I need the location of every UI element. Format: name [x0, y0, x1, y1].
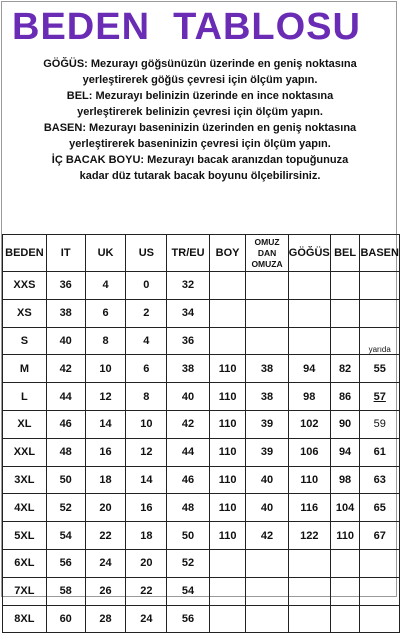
cell-beden: S — [3, 327, 47, 355]
cell-bel: 98 — [330, 466, 360, 494]
cell-boy — [209, 549, 245, 577]
cell-it: 52 — [46, 494, 85, 522]
cell-boy — [209, 272, 245, 300]
cell-omuz: 42 — [246, 522, 289, 550]
cell-boy — [209, 299, 245, 327]
cell-gogus — [288, 605, 330, 633]
cell-it: 50 — [46, 466, 85, 494]
cell-gogus: 102 — [288, 410, 330, 438]
cell-us: 22 — [126, 577, 167, 605]
table-row — [3, 438, 400, 466]
cell-gogus — [288, 299, 330, 327]
cell-beden: M — [3, 355, 47, 383]
cell-tr: 36 — [167, 327, 210, 355]
cell-us: 18 — [126, 522, 167, 550]
cell-boy — [209, 605, 245, 633]
header-boy: BOY — [209, 235, 245, 272]
cell-it: 56 — [46, 549, 85, 577]
cell-uk: 26 — [85, 577, 126, 605]
cell-uk: 8 — [85, 327, 126, 355]
cell-uk: 6 — [85, 299, 126, 327]
table-row — [3, 494, 400, 522]
cell-gogus — [288, 549, 330, 577]
cell-gogus — [288, 327, 330, 355]
cell-gogus: 116 — [288, 494, 330, 522]
cell-boy: 110 — [209, 466, 245, 494]
cell-omuz — [246, 605, 289, 633]
cell-basen — [360, 605, 400, 633]
cell-tr: 44 — [167, 438, 210, 466]
cell-us: 6 — [126, 355, 167, 383]
cell-beden: 5XL — [3, 522, 47, 550]
cell-beden: 8XL — [3, 605, 47, 633]
cell-us: 12 — [126, 438, 167, 466]
header-gogus: GÖĞÜS — [288, 235, 330, 272]
cell-bel — [330, 549, 360, 577]
cell-bel: 104 — [330, 494, 360, 522]
cell-uk: 12 — [85, 383, 126, 411]
cell-omuz: 40 — [246, 466, 289, 494]
measurement-instructions — [2, 56, 398, 184]
cell-gogus — [288, 577, 330, 605]
cell-basen — [360, 549, 400, 577]
cell-omuz — [246, 549, 289, 577]
cell-gogus: 94 — [288, 355, 330, 383]
cell-omuz — [246, 272, 289, 300]
cell-beden: 4XL — [3, 494, 47, 522]
cell-us: 0 — [126, 272, 167, 300]
cell-boy: 110 — [209, 355, 245, 383]
cell-omuz — [246, 327, 289, 355]
cell-beden: XXL — [3, 438, 47, 466]
cell-tr: 56 — [167, 605, 210, 633]
cell-uk: 22 — [85, 522, 126, 550]
header-us: US — [126, 235, 167, 272]
instruction-line: GÖĞÜS: Mezurayı göğsünüzün üzerinde en geniş noktasına — [43, 58, 357, 70]
table-row — [3, 327, 400, 355]
cell-it: 38 — [46, 299, 85, 327]
table-row — [3, 466, 400, 494]
cell-beden: 6XL — [3, 549, 47, 577]
cell-bel — [330, 272, 360, 300]
cell-basen — [360, 577, 400, 605]
cell-beden: XXS — [3, 272, 47, 300]
cell-bel: 110 — [330, 522, 360, 550]
cell-us: 2 — [126, 299, 167, 327]
table-row — [3, 410, 400, 438]
table-row — [3, 272, 400, 300]
instruction-line: yerleştirerek göğüs çevresi için ölçüm yapın. — [82, 74, 318, 86]
cell-bel — [330, 327, 360, 355]
cell-basen — [360, 299, 400, 327]
cell-omuz: 39 — [246, 410, 289, 438]
cell-it: 40 — [46, 327, 85, 355]
instruction-line: BASEN: Mezurayı baseninizin üzerinden en geniş noktasına — [43, 122, 357, 134]
cell-us: 8 — [126, 383, 167, 411]
cell-tr: 42 — [167, 410, 210, 438]
cell-tr: 38 — [167, 355, 210, 383]
header-tr-eu: TR/EU — [167, 235, 210, 272]
cell-omuz: 40 — [246, 494, 289, 522]
cell-omuz: 39 — [246, 438, 289, 466]
cell-boy: 110 — [209, 494, 245, 522]
cell-beden: XS — [3, 299, 47, 327]
header-beden: BEDEN — [3, 235, 47, 272]
cell-beden: 7XL — [3, 577, 47, 605]
cell-tr: 34 — [167, 299, 210, 327]
cell-boy — [209, 577, 245, 605]
table-row — [3, 383, 400, 411]
cell-it: 54 — [46, 522, 85, 550]
instruction-line: İÇ BACAK BOYU: Mezurayı bacak aranızdan topuğunuza — [51, 154, 349, 166]
cell-bel — [330, 299, 360, 327]
cell-beden: 3XL — [3, 466, 47, 494]
cell-basen: 61 — [360, 438, 400, 466]
cell-boy: 110 — [209, 383, 245, 411]
cell-basen: 67 — [360, 522, 400, 550]
cell-us: 16 — [126, 494, 167, 522]
cell-boy: 110 — [209, 522, 245, 550]
cell-beden: L — [3, 383, 47, 411]
table-row — [3, 577, 400, 605]
header-omuz: OMUZ DAN OMUZA — [246, 235, 289, 272]
table-row — [3, 522, 400, 550]
instruction-line: BEL: Mezurayı belinizin üzerinde en ince noktasına — [66, 90, 334, 102]
cell-gogus: 122 — [288, 522, 330, 550]
cell-tr: 46 — [167, 466, 210, 494]
cell-basen: yarıda — [360, 327, 400, 355]
cell-tr: 32 — [167, 272, 210, 300]
cell-gogus: 110 — [288, 466, 330, 494]
cell-us: 14 — [126, 466, 167, 494]
header-bel: BEL — [330, 235, 360, 272]
cell-tr: 48 — [167, 494, 210, 522]
table-row — [3, 605, 400, 633]
header-basen: BASEN — [360, 235, 400, 272]
cell-uk: 16 — [85, 438, 126, 466]
cell-bel — [330, 605, 360, 633]
cell-omuz — [246, 577, 289, 605]
cell-bel: 86 — [330, 383, 360, 411]
cell-uk: 24 — [85, 549, 126, 577]
cell-beden: XL — [3, 410, 47, 438]
cell-bel: 94 — [330, 438, 360, 466]
cell-bel: 82 — [330, 355, 360, 383]
cell-basen: 59 — [360, 410, 400, 438]
cell-boy: 110 — [209, 410, 245, 438]
cell-it: 60 — [46, 605, 85, 633]
cell-uk: 18 — [85, 466, 126, 494]
cell-bel — [330, 577, 360, 605]
cell-uk: 10 — [85, 355, 126, 383]
cell-basen: 63 — [360, 466, 400, 494]
instruction-line: kadar düz tutarak bacak boyunu ölçebilirsiniz. — [79, 170, 321, 182]
cell-tr: 54 — [167, 577, 210, 605]
cell-boy — [209, 327, 245, 355]
cell-bel: 90 — [330, 410, 360, 438]
cell-gogus: 106 — [288, 438, 330, 466]
cell-tr: 52 — [167, 549, 210, 577]
cell-us: 10 — [126, 410, 167, 438]
cell-basen — [360, 272, 400, 300]
table-row — [3, 549, 400, 577]
cell-uk: 14 — [85, 410, 126, 438]
cell-omuz: 38 — [246, 383, 289, 411]
cell-boy: 110 — [209, 438, 245, 466]
cell-it: 36 — [46, 272, 85, 300]
size-table — [2, 234, 400, 633]
cell-it: 46 — [46, 410, 85, 438]
cell-omuz: 38 — [246, 355, 289, 383]
page-title: BEDEN TABLOSU — [12, 6, 361, 48]
cell-uk: 4 — [85, 272, 126, 300]
cell-it: 42 — [46, 355, 85, 383]
cell-basen: 55 — [360, 355, 400, 383]
cell-gogus: 98 — [288, 383, 330, 411]
cell-it: 58 — [46, 577, 85, 605]
cell-uk: 28 — [85, 605, 126, 633]
cell-basen: 57 — [360, 383, 400, 411]
header-it: IT — [46, 235, 85, 272]
cell-omuz — [246, 299, 289, 327]
cell-tr: 40 — [167, 383, 210, 411]
cell-us: 20 — [126, 549, 167, 577]
instruction-line: yerleştirerek baseninizin çevresi için ölçüm yapın. — [69, 138, 331, 150]
cell-gogus — [288, 272, 330, 300]
table-row — [3, 299, 400, 327]
instruction-line: yerleştirerek belinizin çevresi için ölçüm yapın. — [77, 106, 323, 118]
cell-us: 4 — [126, 327, 167, 355]
cell-tr: 50 — [167, 522, 210, 550]
cell-us: 24 — [126, 605, 167, 633]
cell-uk: 20 — [85, 494, 126, 522]
cell-basen: 65 — [360, 494, 400, 522]
size-table-header — [3, 235, 400, 272]
cell-it: 48 — [46, 438, 85, 466]
header-uk: UK — [85, 235, 126, 272]
table-row — [3, 355, 400, 383]
cell-it: 44 — [46, 383, 85, 411]
